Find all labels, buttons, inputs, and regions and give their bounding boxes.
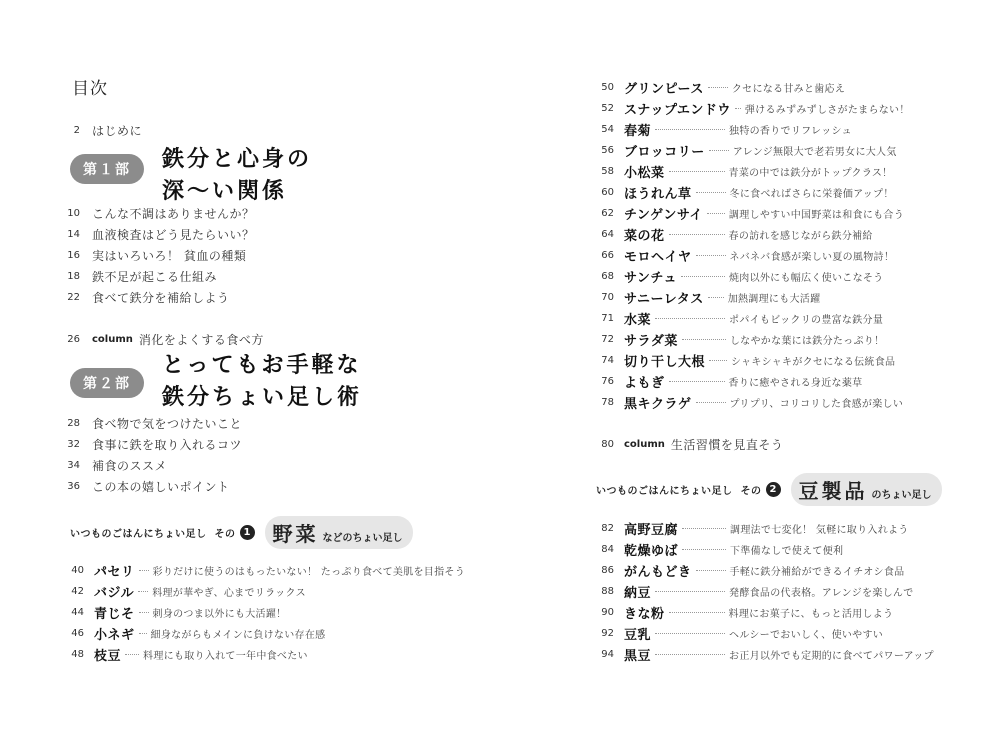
section1-header xyxy=(70,516,413,549)
ingredient-name: 黒豆 xyxy=(624,649,652,664)
section-suffix: のちょい足し xyxy=(871,490,932,501)
ingredient-description: ポパイもビックリの豊富な鉄分量 xyxy=(729,315,884,326)
section-title: 豆製品 xyxy=(798,479,868,503)
ingredient-name: グリンピース xyxy=(624,82,704,97)
ingredient-name: 豆乳 xyxy=(624,628,652,643)
ingredient-name: ブロッコリー xyxy=(624,145,705,160)
page-number: 78 xyxy=(601,397,614,408)
ingredient-entry[interactable] xyxy=(58,560,465,581)
ingredient-entry[interactable] xyxy=(588,371,862,392)
leader-line xyxy=(138,591,148,592)
leader-line xyxy=(708,297,724,298)
page-number: 64 xyxy=(601,229,614,240)
leader-line xyxy=(139,612,149,613)
page-number: 50 xyxy=(601,82,614,93)
page-number: 56 xyxy=(601,145,614,156)
page-number: 94 xyxy=(601,649,614,660)
ingredient-description: 独特の香りでリフレッシュ xyxy=(729,126,852,137)
leader-line xyxy=(735,108,741,109)
page-number: 28 xyxy=(67,417,80,429)
toc-entry[interactable] xyxy=(58,224,255,244)
ingredient-description: 調理しやすい中国野菜は和食にも合う xyxy=(728,210,905,221)
page-number: 48 xyxy=(71,649,84,660)
ingredient-description: 弾けるみずみずしさがたまらない！ xyxy=(744,105,910,116)
ingredient-description: 加熱調理にも大活躍 xyxy=(727,294,821,305)
section-sono: その xyxy=(740,486,762,497)
ingredient-description: 料理にお菓子に、もっと活用しよう xyxy=(728,609,894,620)
part1-title-line1: 鉄分と心身の xyxy=(162,147,313,172)
leader-line xyxy=(696,192,726,193)
toc-entry-column[interactable] xyxy=(58,329,264,349)
ingredient-description: 青菜の中では鉄分がトップクラス！ xyxy=(728,168,893,179)
ingredient-entry[interactable] xyxy=(588,119,852,140)
ingredient-name: 小松菜 xyxy=(624,166,665,181)
entry-text: 食べ物で気をつけたいこと xyxy=(92,416,243,431)
ingredient-name: モロヘイヤ xyxy=(624,250,692,265)
ingredient-name: 切り干し大根 xyxy=(624,355,706,370)
section-title-pill xyxy=(265,516,413,549)
page-number: 66 xyxy=(601,250,614,261)
page-number: 32 xyxy=(67,438,80,450)
ingredient-name: 小ネギ xyxy=(94,628,135,643)
ingredient-name: 水菜 xyxy=(624,313,652,328)
page-number: 62 xyxy=(601,208,614,219)
section-title: 野菜 xyxy=(272,522,319,546)
page-number: 58 xyxy=(601,166,614,177)
ingredient-entry[interactable] xyxy=(588,140,897,161)
page-number: 72 xyxy=(601,334,614,345)
ingredient-name: 納豆 xyxy=(624,586,652,601)
ingredient-description: 料理にも取り入れて一年中食べたい xyxy=(143,651,308,662)
ingredient-entry[interactable] xyxy=(588,308,883,329)
ingredient-description: アレンジ無限大で老若男女に大人気 xyxy=(732,147,897,158)
ingredient-description: お正月以外でも定期的に食べてパワーアップ xyxy=(729,651,934,662)
leader-line xyxy=(655,129,725,130)
ingredient-entry[interactable] xyxy=(588,266,883,287)
part2-badge: 第２部 xyxy=(70,368,144,398)
page-number: 60 xyxy=(601,187,614,198)
leader-line xyxy=(681,276,725,277)
page-number: 70 xyxy=(601,292,614,303)
ingredient-description: 細身ながらもメインに負けない存在感 xyxy=(150,630,326,641)
column-label: column xyxy=(624,438,665,450)
ingredient-entry[interactable] xyxy=(588,329,884,350)
ingredient-entry[interactable] xyxy=(588,182,894,203)
page-number: 92 xyxy=(601,628,614,639)
page-number: 76 xyxy=(601,376,614,387)
section-sono: その xyxy=(214,529,236,540)
page-number: 14 xyxy=(67,228,80,240)
toc-entry[interactable] xyxy=(58,455,167,475)
ingredient-entry[interactable] xyxy=(588,350,895,371)
leader-line xyxy=(655,654,725,655)
leader-line xyxy=(682,339,726,340)
toc-entry-column[interactable] xyxy=(588,434,783,454)
ingredient-entry[interactable] xyxy=(588,392,903,413)
page-number: 36 xyxy=(67,480,80,492)
entry-text: 血液検査はどう見たらいい？ xyxy=(92,227,255,242)
leader-line xyxy=(682,528,726,529)
entry-text: 補食のススメ xyxy=(92,458,168,473)
page-number: 40 xyxy=(71,565,84,576)
ingredient-entry[interactable] xyxy=(588,560,904,581)
ingredient-name: がんもどき xyxy=(624,565,692,580)
page-number: 82 xyxy=(601,523,614,534)
section-title-pill xyxy=(791,473,942,506)
page-number: 46 xyxy=(71,628,84,639)
toc-title: 目次 xyxy=(72,79,108,99)
entry-text: 鉄不足が起こる仕組み xyxy=(92,269,218,284)
ingredient-description: 彩りだけに使うのはもったいない！ たっぷり食べて美肌を目指そう xyxy=(152,567,465,578)
ingredient-entry[interactable] xyxy=(588,518,909,539)
leader-line xyxy=(655,633,725,634)
ingredient-description: 下準備なしで使えて便利 xyxy=(730,546,844,557)
leader-line xyxy=(709,360,727,361)
ingredient-entry[interactable] xyxy=(58,623,325,644)
ingredient-entry[interactable] xyxy=(58,581,306,602)
page-number: 18 xyxy=(67,270,80,282)
page-number: 71 xyxy=(601,313,614,324)
entry-text: 生活習慣を見直そう xyxy=(670,437,784,452)
ingredient-entry[interactable] xyxy=(588,602,893,623)
leader-line xyxy=(696,570,726,571)
ingredient-description: 調理法で七変化！ 気軽に取り入れよう xyxy=(730,525,909,536)
ingredient-description: 香りに癒やされる身近な薬草 xyxy=(728,378,863,389)
ingredient-entry[interactable] xyxy=(588,98,910,119)
ingredient-description: 春の訪れを感じながら鉄分補給 xyxy=(728,231,873,242)
ingredient-name: 菜の花 xyxy=(624,229,665,244)
ingredient-entry[interactable] xyxy=(58,602,286,623)
ingredient-description: 冬に食べればさらに栄養価アップ！ xyxy=(729,189,894,200)
ingredient-name: サニーレタス xyxy=(624,292,704,307)
leader-line xyxy=(669,381,725,382)
ingredient-name: チンゲンサイ xyxy=(624,208,703,223)
toc-entry[interactable] xyxy=(58,476,230,496)
ingredient-entry[interactable] xyxy=(588,203,904,224)
leader-line xyxy=(708,87,728,88)
ingredient-name: 春菊 xyxy=(624,124,652,139)
leader-line xyxy=(696,402,726,403)
ingredient-entry[interactable] xyxy=(588,644,934,665)
ingredient-entry[interactable] xyxy=(588,245,894,266)
page-number: 52 xyxy=(601,103,614,114)
entry-text: こんな不調はありませんか？ xyxy=(92,206,255,221)
part2-title xyxy=(162,350,362,414)
toc-entry[interactable] xyxy=(58,434,242,454)
ingredient-name: 乾燥ゆば xyxy=(624,544,679,559)
ingredient-entry[interactable] xyxy=(588,539,843,560)
ingredient-name: サンチュ xyxy=(624,271,677,286)
entry-text: 実はいろいろ！ 貧血の種類 xyxy=(92,248,247,263)
toc-entry[interactable] xyxy=(58,413,242,433)
toc-entry[interactable] xyxy=(58,287,230,307)
leader-line xyxy=(669,612,725,613)
entry-text: 消化をよくする食べ方 xyxy=(138,332,264,347)
page-number: 42 xyxy=(71,586,84,597)
section-prefix: いつものごはんにちょい足し xyxy=(596,486,733,497)
section-number: 2 xyxy=(766,482,781,497)
toc-entry-intro[interactable] xyxy=(58,120,142,140)
section-number: 1 xyxy=(240,525,255,540)
leader-line xyxy=(139,633,147,634)
page-number: 26 xyxy=(67,333,80,345)
page-number: 34 xyxy=(67,459,80,471)
ingredient-name: よもぎ xyxy=(624,376,665,391)
ingredient-name: 青じそ xyxy=(94,607,135,622)
leader-line xyxy=(709,150,729,151)
ingredient-name: 黒キクラゲ xyxy=(624,397,692,412)
page-number: 68 xyxy=(601,271,614,282)
leader-line xyxy=(655,591,725,592)
leader-line xyxy=(696,255,726,256)
ingredient-description: 手軽に鉄分補給ができるイチオシ食品 xyxy=(729,567,905,578)
ingredient-name: きな粉 xyxy=(624,607,665,622)
ingredient-name: スナップエンドウ xyxy=(624,103,731,118)
ingredient-name: サラダ菜 xyxy=(624,334,678,349)
ingredient-description: 焼肉以外にも幅広く使いこなそう xyxy=(728,273,884,284)
page-number: 80 xyxy=(601,438,614,450)
ingredient-entry[interactable] xyxy=(588,287,820,308)
entry-text: この本の嬉しいポイント xyxy=(92,479,230,494)
entry-text: はじめに xyxy=(92,123,143,138)
part1-badge: 第１部 xyxy=(70,154,144,184)
ingredient-description: シャキシャキがクセになる伝統食品 xyxy=(731,357,896,368)
ingredient-name: 枝豆 xyxy=(94,649,122,664)
part2-title-line1: とってもお手軽な xyxy=(162,353,362,378)
ingredient-entry[interactable] xyxy=(588,161,892,182)
page-number: 16 xyxy=(67,249,80,261)
part1-title-line2: 深〜い関係 xyxy=(162,179,288,204)
page-number: 54 xyxy=(601,124,614,135)
ingredient-entry[interactable] xyxy=(588,77,845,98)
part2-title-line2: 鉄分ちょい足し術 xyxy=(162,385,363,410)
ingredient-entry[interactable] xyxy=(588,224,873,245)
page-number: 44 xyxy=(71,607,84,618)
page-number: 88 xyxy=(601,586,614,597)
page-number: 84 xyxy=(601,544,614,555)
right-page xyxy=(500,0,1000,741)
section-suffix: などのちょい足し xyxy=(322,533,403,544)
page-number: 22 xyxy=(67,291,80,303)
ingredient-description: プリプリ、コリコリした食感が楽しい xyxy=(729,399,904,410)
leader-line xyxy=(139,570,149,571)
leader-line xyxy=(125,654,139,655)
ingredient-name: 高野豆腐 xyxy=(624,523,679,538)
section2-header xyxy=(596,473,942,506)
leader-line xyxy=(707,213,725,214)
page-number: 10 xyxy=(67,207,80,219)
ingredient-entry[interactable] xyxy=(588,623,883,644)
section-prefix: いつものごはんにちょい足し xyxy=(70,529,207,540)
part1-title xyxy=(162,144,312,208)
leader-line xyxy=(669,234,725,235)
ingredient-description: しなやかな葉には鉄分たっぷり！ xyxy=(729,336,885,347)
ingredient-description: 刺身のつま以外にも大活躍！ xyxy=(152,609,287,620)
toc-entry[interactable] xyxy=(58,266,217,286)
ingredient-entry[interactable] xyxy=(58,644,308,665)
leader-line xyxy=(655,318,725,319)
leader-line xyxy=(669,171,725,172)
ingredient-name: パセリ xyxy=(94,565,135,580)
entry-text: 食事に鉄を取り入れるコツ xyxy=(92,437,243,452)
toc-entry[interactable] xyxy=(58,203,255,223)
ingredient-description: ヘルシーでおいしく、使いやすい xyxy=(729,630,884,641)
ingredient-name: バジル xyxy=(94,586,135,601)
page-number: 86 xyxy=(601,565,614,576)
ingredient-description: クセになる甘みと歯応え xyxy=(731,84,846,95)
ingredient-name: ほうれん草 xyxy=(624,187,692,202)
page-number: 2 xyxy=(73,124,80,136)
ingredient-description: 発酵食品の代表格。アレンジを楽しんで xyxy=(729,588,914,599)
entry-text: 食べて鉄分を補給しよう xyxy=(92,290,230,305)
page-number: 90 xyxy=(601,607,614,618)
ingredient-description: 料理が華やぎ、心までリラックス xyxy=(152,588,306,599)
page-number: 74 xyxy=(601,355,614,366)
toc-entry[interactable] xyxy=(58,245,246,265)
ingredient-entry[interactable] xyxy=(588,581,914,602)
leader-line xyxy=(682,549,726,550)
column-label: column xyxy=(92,333,133,345)
ingredient-description: ネバネバ食感が楽しい夏の風物詩！ xyxy=(729,252,895,263)
